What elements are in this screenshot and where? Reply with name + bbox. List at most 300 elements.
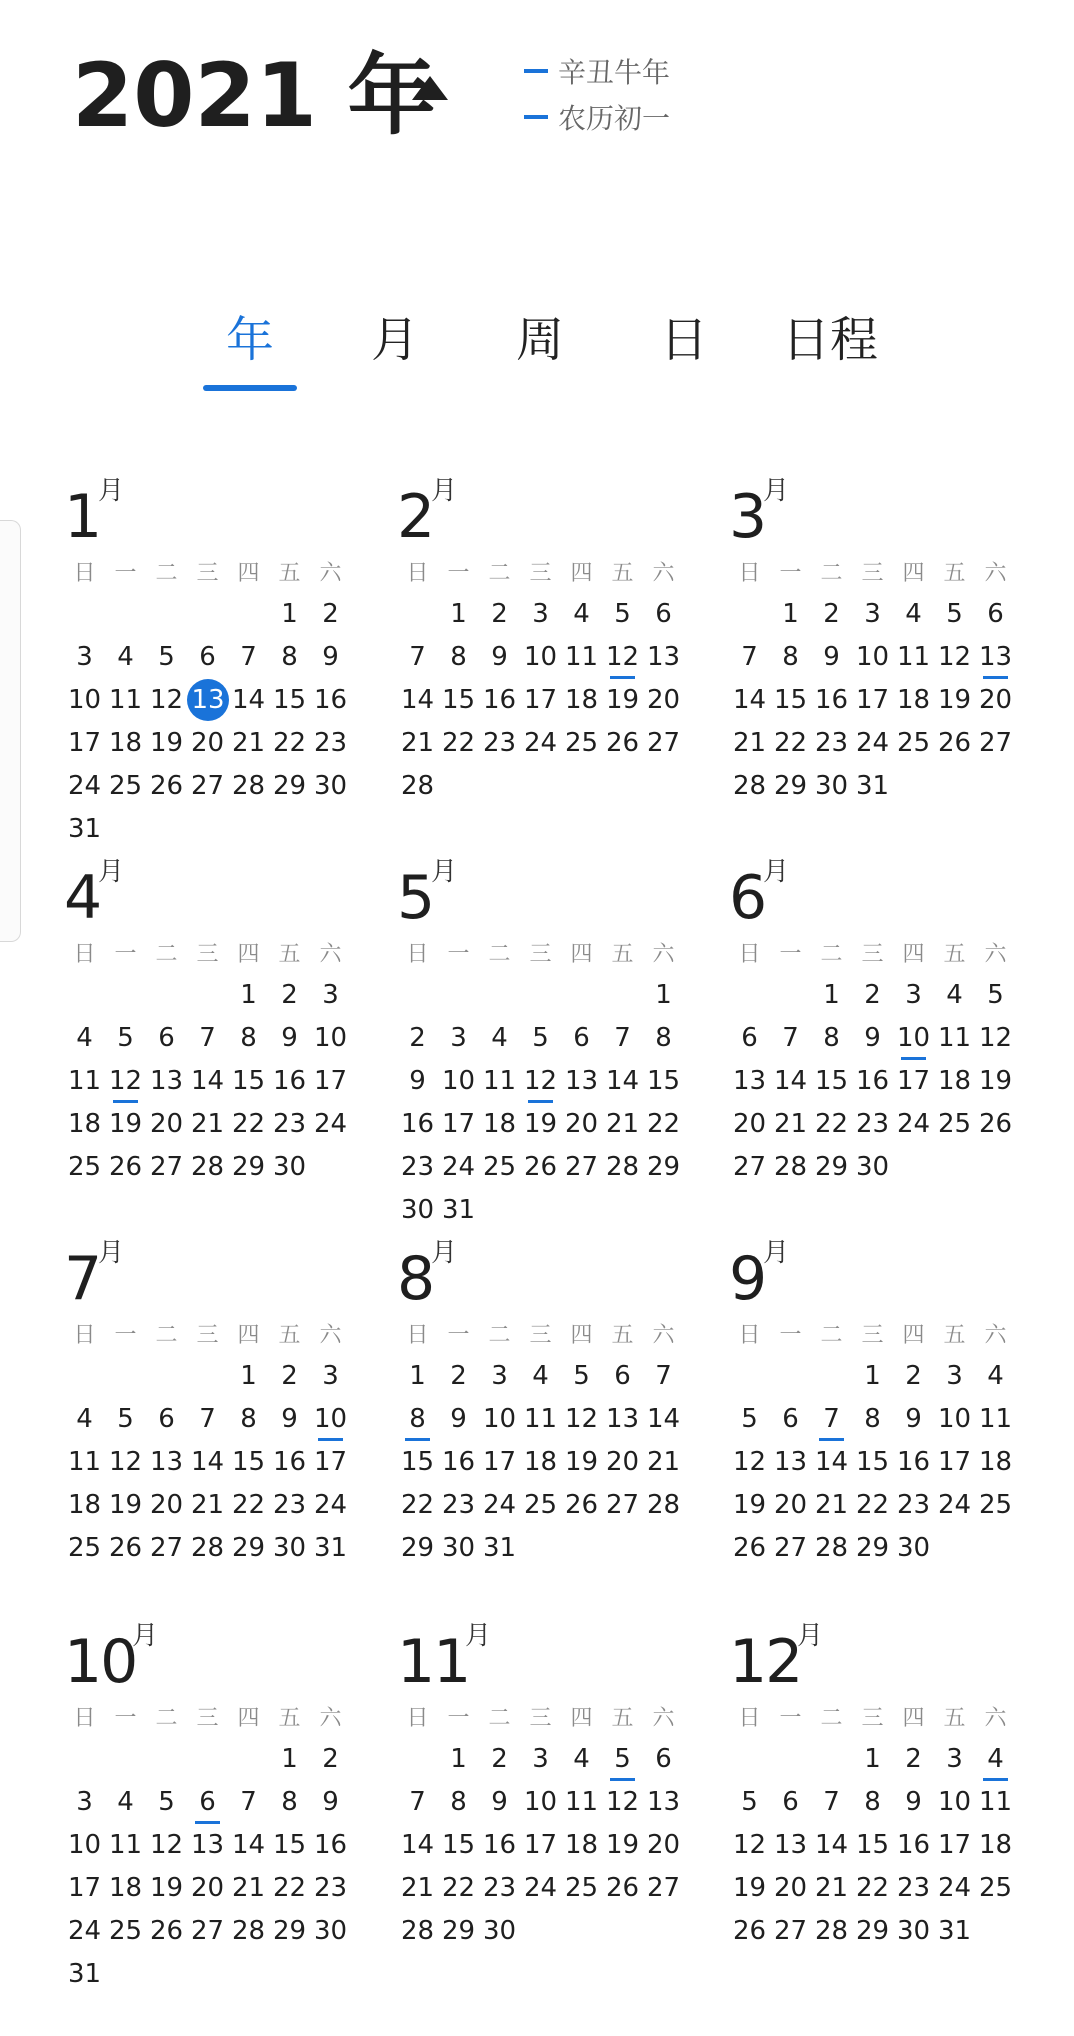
day-cell[interactable]: 27	[732, 1152, 767, 1182]
day-cell[interactable]: 1	[864, 1744, 881, 1774]
day-cell[interactable]: 10	[855, 642, 890, 672]
day-cell[interactable]: 23	[313, 1873, 348, 1903]
day-cell[interactable]: 2	[905, 1361, 922, 1391]
day-cell[interactable]: 2	[823, 599, 840, 629]
day-cell[interactable]: 26	[523, 1152, 558, 1182]
day-cell[interactable]: 12	[978, 1023, 1013, 1053]
day-cell[interactable]: 31	[67, 1959, 102, 1989]
day-cell[interactable]: 24	[441, 1152, 476, 1182]
month-11[interactable]	[397, 1620, 697, 1953]
day-cell[interactable]: 7	[199, 1023, 216, 1053]
day-cell[interactable]: 18	[482, 1109, 517, 1139]
day-cell[interactable]: 23	[313, 728, 348, 758]
day-cell[interactable]: 5	[117, 1404, 134, 1434]
day-cell[interactable]: 28	[605, 1152, 640, 1182]
day-cell[interactable]: 21	[231, 1873, 266, 1903]
day-cell[interactable]: 6	[158, 1023, 175, 1053]
marked-day-cell[interactable]: 5	[602, 1738, 643, 1781]
day-cell[interactable]: 16	[855, 1066, 890, 1096]
day-cell[interactable]: 29	[400, 1533, 435, 1563]
day-cell[interactable]: 11	[67, 1066, 102, 1096]
tab-year[interactable]: 年	[225, 312, 275, 368]
day-cell[interactable]: 17	[441, 1109, 476, 1139]
day-cell[interactable]: 23	[896, 1873, 931, 1903]
year-title[interactable]: 2021 年	[72, 44, 436, 147]
day-cell[interactable]: 10	[937, 1787, 972, 1817]
day-cell[interactable]: 12	[149, 1830, 184, 1860]
day-cell[interactable]: 20	[646, 1830, 681, 1860]
day-cell[interactable]: 23	[272, 1109, 307, 1139]
day-cell[interactable]: 8	[281, 1787, 298, 1817]
day-cell[interactable]: 20	[605, 1447, 640, 1477]
day-cell[interactable]: 22	[646, 1109, 681, 1139]
day-cell[interactable]: 12	[605, 1787, 640, 1817]
day-cell[interactable]: 2	[281, 980, 298, 1010]
day-cell[interactable]: 31	[855, 771, 890, 801]
day-cell[interactable]: 4	[491, 1023, 508, 1053]
day-cell[interactable]: 24	[67, 1916, 102, 1946]
day-cell[interactable]: 1	[864, 1361, 881, 1391]
day-cell[interactable]: 19	[108, 1109, 143, 1139]
day-cell[interactable]: 18	[108, 1873, 143, 1903]
day-cell[interactable]: 2	[281, 1361, 298, 1391]
day-cell[interactable]: 11	[896, 642, 931, 672]
day-cell[interactable]: 28	[773, 1152, 808, 1182]
day-cell[interactable]: 2	[450, 1361, 467, 1391]
day-cell[interactable]: 27	[190, 771, 225, 801]
day-cell[interactable]: 13	[773, 1830, 808, 1860]
day-cell[interactable]: 24	[937, 1490, 972, 1520]
day-cell[interactable]: 9	[491, 1787, 508, 1817]
day-cell[interactable]: 18	[523, 1447, 558, 1477]
day-cell[interactable]: 14	[190, 1447, 225, 1477]
day-cell[interactable]: 28	[400, 1916, 435, 1946]
day-cell[interactable]: 11	[564, 1787, 599, 1817]
day-cell[interactable]: 22	[231, 1490, 266, 1520]
day-cell[interactable]: 12	[732, 1447, 767, 1477]
day-cell[interactable]: 3	[946, 1744, 963, 1774]
day-cell[interactable]: 7	[409, 642, 426, 672]
day-cell[interactable]: 3	[76, 642, 93, 672]
day-cell[interactable]: 27	[773, 1533, 808, 1563]
day-cell[interactable]: 18	[564, 1830, 599, 1860]
marked-day-cell[interactable]: 10	[893, 1017, 934, 1060]
day-cell[interactable]: 2	[905, 1744, 922, 1774]
day-cell[interactable]: 18	[67, 1490, 102, 1520]
day-cell[interactable]: 5	[614, 599, 631, 629]
day-cell[interactable]: 19	[605, 1830, 640, 1860]
day-cell[interactable]: 25	[564, 1873, 599, 1903]
day-cell[interactable]: 1	[450, 1744, 467, 1774]
day-cell[interactable]: 17	[67, 728, 102, 758]
day-cell[interactable]: 9	[905, 1404, 922, 1434]
marked-day-cell[interactable]: 10	[310, 1398, 351, 1441]
day-cell[interactable]: 20	[978, 685, 1013, 715]
day-cell[interactable]: 13	[149, 1447, 184, 1477]
day-cell[interactable]: 16	[896, 1447, 931, 1477]
day-cell[interactable]: 4	[117, 642, 134, 672]
day-cell[interactable]: 20	[646, 685, 681, 715]
day-cell[interactable]: 10	[67, 685, 102, 715]
day-cell[interactable]: 14	[400, 1830, 435, 1860]
day-cell[interactable]: 24	[855, 728, 890, 758]
day-cell[interactable]: 11	[482, 1066, 517, 1096]
day-cell[interactable]: 18	[978, 1830, 1013, 1860]
tab-month[interactable]: 月	[370, 312, 420, 368]
day-cell[interactable]: 18	[896, 685, 931, 715]
day-cell[interactable]: 20	[190, 728, 225, 758]
marked-day-cell[interactable]: 8	[397, 1398, 438, 1441]
day-cell[interactable]: 21	[814, 1873, 849, 1903]
day-cell[interactable]: 21	[190, 1490, 225, 1520]
day-cell[interactable]: 9	[409, 1066, 426, 1096]
day-cell[interactable]: 31	[67, 814, 102, 844]
day-cell[interactable]: 24	[313, 1490, 348, 1520]
day-cell[interactable]: 17	[937, 1447, 972, 1477]
day-cell[interactable]: 17	[523, 685, 558, 715]
day-cell[interactable]: 10	[313, 1023, 348, 1053]
day-cell[interactable]: 17	[855, 685, 890, 715]
day-cell[interactable]: 3	[532, 599, 549, 629]
day-cell[interactable]: 1	[450, 599, 467, 629]
day-cell[interactable]: 19	[149, 728, 184, 758]
day-cell[interactable]: 19	[564, 1447, 599, 1477]
day-cell[interactable]: 16	[400, 1109, 435, 1139]
day-cell[interactable]: 23	[896, 1490, 931, 1520]
day-cell[interactable]: 30	[482, 1916, 517, 1946]
day-cell[interactable]: 14	[231, 685, 266, 715]
day-cell[interactable]: 5	[741, 1404, 758, 1434]
day-cell[interactable]: 7	[655, 1361, 672, 1391]
day-cell[interactable]: 20	[149, 1109, 184, 1139]
month-10[interactable]	[64, 1620, 364, 1996]
month-5[interactable]	[397, 856, 697, 1232]
day-cell[interactable]: 27	[190, 1916, 225, 1946]
day-cell[interactable]: 3	[322, 980, 339, 1010]
day-cell[interactable]: 9	[491, 642, 508, 672]
day-cell[interactable]: 29	[272, 1916, 307, 1946]
day-cell[interactable]: 16	[313, 1830, 348, 1860]
day-cell[interactable]: 2	[491, 599, 508, 629]
day-cell[interactable]: 10	[937, 1404, 972, 1434]
day-cell[interactable]: 16	[272, 1066, 307, 1096]
day-cell[interactable]: 4	[987, 1361, 1004, 1391]
day-cell[interactable]: 23	[814, 728, 849, 758]
day-cell[interactable]: 5	[987, 980, 1004, 1010]
day-cell[interactable]: 26	[978, 1109, 1013, 1139]
day-cell[interactable]: 1	[240, 1361, 257, 1391]
day-cell[interactable]: 15	[441, 1830, 476, 1860]
day-cell[interactable]: 20	[149, 1490, 184, 1520]
day-cell[interactable]: 16	[482, 1830, 517, 1860]
day-cell[interactable]: 22	[814, 1109, 849, 1139]
day-cell[interactable]: 21	[646, 1447, 681, 1477]
day-cell[interactable]: 30	[896, 1916, 931, 1946]
day-cell[interactable]: 15	[855, 1447, 890, 1477]
day-cell[interactable]: 29	[855, 1533, 890, 1563]
day-cell[interactable]: 9	[450, 1404, 467, 1434]
day-cell[interactable]: 14	[646, 1404, 681, 1434]
day-cell[interactable]: 8	[281, 642, 298, 672]
day-cell[interactable]: 5	[946, 599, 963, 629]
day-cell[interactable]: 7	[741, 642, 758, 672]
day-cell[interactable]: 28	[400, 771, 435, 801]
marked-day-cell[interactable]: 12	[520, 1060, 561, 1103]
day-cell[interactable]: 28	[814, 1916, 849, 1946]
day-cell[interactable]: 24	[896, 1109, 931, 1139]
day-cell[interactable]: 26	[937, 728, 972, 758]
day-cell[interactable]: 10	[441, 1066, 476, 1096]
day-cell[interactable]: 30	[272, 1152, 307, 1182]
day-cell[interactable]: 10	[482, 1404, 517, 1434]
day-cell[interactable]: 22	[441, 1873, 476, 1903]
day-cell[interactable]: 15	[231, 1447, 266, 1477]
day-cell[interactable]: 29	[646, 1152, 681, 1182]
marked-day-cell[interactable]: 13	[975, 636, 1016, 679]
day-cell[interactable]: 6	[614, 1361, 631, 1391]
day-cell[interactable]: 3	[905, 980, 922, 1010]
day-cell[interactable]: 19	[605, 685, 640, 715]
day-cell[interactable]: 21	[605, 1109, 640, 1139]
day-cell[interactable]: 17	[67, 1873, 102, 1903]
day-cell[interactable]: 11	[523, 1404, 558, 1434]
day-cell[interactable]: 16	[313, 685, 348, 715]
day-cell[interactable]: 23	[400, 1152, 435, 1182]
day-cell[interactable]: 25	[108, 771, 143, 801]
day-cell[interactable]: 29	[272, 771, 307, 801]
day-cell[interactable]: 16	[482, 685, 517, 715]
day-cell[interactable]: 3	[491, 1361, 508, 1391]
day-cell[interactable]: 14	[231, 1830, 266, 1860]
day-cell[interactable]: 26	[605, 1873, 640, 1903]
day-cell[interactable]: 11	[978, 1404, 1013, 1434]
day-cell[interactable]: 9	[281, 1023, 298, 1053]
day-cell[interactable]: 28	[732, 771, 767, 801]
day-cell[interactable]: 4	[573, 599, 590, 629]
day-cell[interactable]: 22	[400, 1490, 435, 1520]
day-cell[interactable]: 8	[655, 1023, 672, 1053]
day-cell[interactable]: 23	[272, 1490, 307, 1520]
day-cell[interactable]: 5	[158, 1787, 175, 1817]
month-9[interactable]	[729, 1237, 1029, 1570]
day-cell[interactable]: 24	[313, 1109, 348, 1139]
tab-schedule[interactable]: 日程	[781, 312, 879, 368]
day-cell[interactable]: 28	[231, 771, 266, 801]
day-cell[interactable]: 1	[281, 599, 298, 629]
day-cell[interactable]: 13	[773, 1447, 808, 1477]
day-cell[interactable]: 30	[814, 771, 849, 801]
day-cell[interactable]: 11	[67, 1447, 102, 1477]
day-cell[interactable]: 18	[937, 1066, 972, 1096]
day-cell[interactable]: 16	[441, 1447, 476, 1477]
day-cell[interactable]: 4	[117, 1787, 134, 1817]
day-cell[interactable]: 31	[482, 1533, 517, 1563]
day-cell[interactable]: 20	[564, 1109, 599, 1139]
day-cell[interactable]: 27	[978, 728, 1013, 758]
day-cell[interactable]: 14	[773, 1066, 808, 1096]
day-cell[interactable]: 31	[441, 1195, 476, 1225]
day-cell[interactable]: 24	[937, 1873, 972, 1903]
day-cell[interactable]: 26	[564, 1490, 599, 1520]
day-cell[interactable]: 13	[646, 642, 681, 672]
day-cell[interactable]: 22	[231, 1109, 266, 1139]
day-cell[interactable]: 27	[605, 1490, 640, 1520]
day-cell[interactable]: 29	[814, 1152, 849, 1182]
day-cell[interactable]: 4	[905, 599, 922, 629]
day-cell[interactable]: 31	[937, 1916, 972, 1946]
day-cell[interactable]: 25	[482, 1152, 517, 1182]
day-cell[interactable]: 10	[67, 1830, 102, 1860]
day-cell[interactable]: 4	[946, 980, 963, 1010]
day-cell[interactable]: 7	[240, 642, 257, 672]
day-cell[interactable]: 14	[400, 685, 435, 715]
day-cell[interactable]: 9	[281, 1404, 298, 1434]
day-cell[interactable]: 13	[149, 1066, 184, 1096]
day-cell[interactable]: 25	[67, 1533, 102, 1563]
day-cell[interactable]: 14	[605, 1066, 640, 1096]
day-cell[interactable]: 8	[240, 1404, 257, 1434]
day-cell[interactable]: 5	[573, 1361, 590, 1391]
day-cell[interactable]: 23	[482, 728, 517, 758]
day-cell[interactable]: 9	[864, 1023, 881, 1053]
day-cell[interactable]: 28	[231, 1916, 266, 1946]
day-cell[interactable]: 6	[573, 1023, 590, 1053]
day-cell[interactable]: 18	[978, 1447, 1013, 1477]
day-cell[interactable]: 21	[190, 1109, 225, 1139]
day-cell[interactable]: 30	[855, 1152, 890, 1182]
day-cell[interactable]: 8	[864, 1404, 881, 1434]
day-cell[interactable]: 15	[773, 685, 808, 715]
day-cell[interactable]: 24	[523, 1873, 558, 1903]
day-cell[interactable]: 6	[987, 599, 1004, 629]
day-cell[interactable]: 25	[896, 728, 931, 758]
day-cell[interactable]: 19	[523, 1109, 558, 1139]
day-cell[interactable]: 6	[782, 1404, 799, 1434]
day-cell[interactable]: 7	[199, 1404, 216, 1434]
day-cell[interactable]: 13	[605, 1404, 640, 1434]
month-12[interactable]	[729, 1620, 1029, 1953]
day-cell[interactable]: 26	[732, 1533, 767, 1563]
day-cell[interactable]: 19	[108, 1490, 143, 1520]
day-cell[interactable]: 1	[823, 980, 840, 1010]
day-cell[interactable]: 18	[108, 728, 143, 758]
day-cell[interactable]: 6	[782, 1787, 799, 1817]
day-cell[interactable]: 16	[896, 1830, 931, 1860]
day-cell[interactable]: 20	[773, 1873, 808, 1903]
day-cell[interactable]: 17	[482, 1447, 517, 1477]
day-cell[interactable]: 15	[441, 685, 476, 715]
day-cell[interactable]: 25	[108, 1916, 143, 1946]
day-cell[interactable]: 7	[782, 1023, 799, 1053]
day-cell[interactable]: 26	[149, 1916, 184, 1946]
day-cell[interactable]: 17	[313, 1447, 348, 1477]
day-cell[interactable]: 17	[313, 1066, 348, 1096]
day-cell[interactable]: 6	[158, 1404, 175, 1434]
day-cell[interactable]: 14	[190, 1066, 225, 1096]
day-cell[interactable]: 25	[937, 1109, 972, 1139]
month-3[interactable]	[729, 475, 1029, 808]
month-1[interactable]	[64, 475, 364, 851]
day-cell[interactable]: 17	[896, 1066, 931, 1096]
day-cell[interactable]: 21	[773, 1109, 808, 1139]
day-cell[interactable]: 19	[732, 1873, 767, 1903]
day-cell[interactable]: 10	[523, 1787, 558, 1817]
marked-day-cell[interactable]: 12	[602, 636, 643, 679]
day-cell[interactable]: 29	[231, 1533, 266, 1563]
day-cell[interactable]: 13	[646, 1787, 681, 1817]
month-7[interactable]	[64, 1237, 364, 1570]
day-cell[interactable]: 10	[523, 642, 558, 672]
day-cell[interactable]: 28	[190, 1533, 225, 1563]
day-cell[interactable]: 31	[313, 1533, 348, 1563]
day-cell[interactable]: 26	[108, 1533, 143, 1563]
day-cell[interactable]: 15	[400, 1447, 435, 1477]
day-cell[interactable]: 21	[814, 1490, 849, 1520]
day-cell[interactable]: 2	[322, 599, 339, 629]
day-cell[interactable]: 7	[614, 1023, 631, 1053]
day-cell[interactable]: 30	[313, 1916, 348, 1946]
day-cell[interactable]: 27	[646, 728, 681, 758]
day-cell[interactable]: 19	[149, 1873, 184, 1903]
day-cell[interactable]: 14	[814, 1830, 849, 1860]
marked-day-cell[interactable]: 12	[105, 1060, 146, 1103]
day-cell[interactable]: 26	[732, 1916, 767, 1946]
day-cell[interactable]: 11	[937, 1023, 972, 1053]
day-cell[interactable]: 22	[773, 728, 808, 758]
day-cell[interactable]: 12	[108, 1447, 143, 1477]
day-cell[interactable]: 13	[190, 1830, 225, 1860]
day-cell[interactable]: 30	[896, 1533, 931, 1563]
today-day-cell[interactable]: 13	[187, 679, 228, 722]
day-cell[interactable]: 16	[814, 685, 849, 715]
day-cell[interactable]: 25	[978, 1873, 1013, 1903]
day-cell[interactable]: 30	[313, 771, 348, 801]
day-cell[interactable]: 30	[400, 1195, 435, 1225]
day-cell[interactable]: 25	[523, 1490, 558, 1520]
day-cell[interactable]: 15	[855, 1830, 890, 1860]
day-cell[interactable]: 6	[741, 1023, 758, 1053]
day-cell[interactable]: 19	[978, 1066, 1013, 1096]
day-cell[interactable]: 29	[855, 1916, 890, 1946]
day-cell[interactable]: 11	[564, 642, 599, 672]
day-cell[interactable]: 18	[67, 1109, 102, 1139]
day-cell[interactable]: 2	[491, 1744, 508, 1774]
marked-day-cell[interactable]: 6	[187, 1781, 228, 1824]
day-cell[interactable]: 20	[190, 1873, 225, 1903]
day-cell[interactable]: 7	[409, 1787, 426, 1817]
day-cell[interactable]: 18	[564, 685, 599, 715]
day-cell[interactable]: 15	[646, 1066, 681, 1096]
day-cell[interactable]: 20	[732, 1109, 767, 1139]
day-cell[interactable]: 8	[823, 1023, 840, 1053]
day-cell[interactable]: 17	[937, 1830, 972, 1860]
day-cell[interactable]: 16	[272, 1447, 307, 1477]
day-cell[interactable]: 7	[823, 1787, 840, 1817]
day-cell[interactable]: 14	[732, 685, 767, 715]
day-cell[interactable]: 1	[281, 1744, 298, 1774]
day-cell[interactable]: 8	[240, 1023, 257, 1053]
day-cell[interactable]: 27	[149, 1152, 184, 1182]
day-cell[interactable]: 9	[823, 642, 840, 672]
day-cell[interactable]: 24	[482, 1490, 517, 1520]
day-cell[interactable]: 30	[441, 1533, 476, 1563]
day-cell[interactable]: 29	[231, 1152, 266, 1182]
day-cell[interactable]: 9	[322, 642, 339, 672]
day-cell[interactable]: 23	[441, 1490, 476, 1520]
day-cell[interactable]: 6	[655, 1744, 672, 1774]
day-cell[interactable]: 6	[199, 642, 216, 672]
day-cell[interactable]: 15	[272, 1830, 307, 1860]
